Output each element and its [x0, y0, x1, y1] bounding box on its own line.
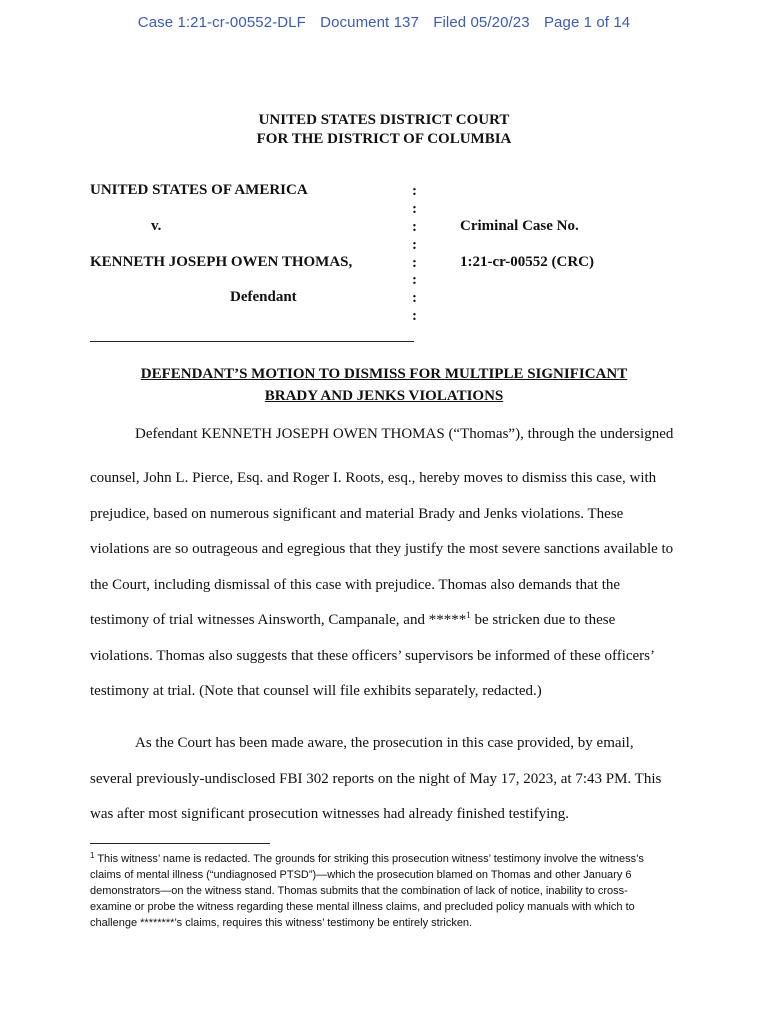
court-name: UNITED STATES DISTRICT COURT: [258, 112, 510, 128]
caption-colon: :: [412, 200, 417, 217]
ecf-header-stamp: [0, 14, 768, 31]
footnote-divider: [90, 843, 270, 844]
paragraph-line: was after most significant prosecution witnesses had already finished testifying.: [90, 806, 570, 822]
body-paragraph-2: [90, 733, 680, 840]
motion-title-line-2: BRADY AND JENKS VIOLATIONS: [264, 388, 504, 404]
plaintiff-name: UNITED STATES OF AMERICA: [90, 182, 308, 198]
paragraph-line: Defendant KENNETH JOSEPH OWEN THOMAS (“Thomas”), through the undersigned: [135, 426, 674, 442]
footnote-line: examine or probe the witness regarding these mental illness claims, and precluded policy manuals with which to: [90, 901, 635, 913]
case-number-value: 1:21-cr-00552 (CRC): [460, 254, 594, 270]
paragraph-line: violations. Thomas also suggests that these officers’ supervisors be informed of these officers’: [90, 647, 656, 664]
case-number-stamp: Case 1:21-cr-00552-DLF: [137, 14, 306, 31]
body-paragraph-1: [90, 424, 680, 717]
paragraph-line: counsel, John L. Pierce, Esq. and Roger I. Roots, esq., hereby moves to dismiss this case, with: [90, 470, 657, 486]
motion-title: [0, 363, 768, 407]
footnote-text: This witness’ name is redacted. The grounds for striking this prosecution witness’ testimony involve the witness’s: [97, 853, 644, 865]
caption-colon: :: [412, 218, 417, 235]
paragraph-line: the Court, including dismissal of this case with prejudice. Thomas also demands that the: [90, 576, 621, 593]
defendant-name: KENNETH JOSEPH OWEN THOMAS,: [90, 254, 353, 270]
footnote-line-1: [90, 851, 680, 867]
paragraph-line: prejudice, based on numerous significant and material Brady and Jenks violations. These: [90, 505, 624, 522]
caption-colon: :: [412, 290, 417, 307]
paragraph-text: be stricken due to these: [470, 612, 616, 628]
versus-label: v.: [151, 218, 162, 234]
caption-colon: :: [412, 254, 417, 271]
paragraph-line: violations are so outrageous and egregious that they justify the most severe sanctions available to: [90, 541, 674, 557]
caption-colon: :: [412, 236, 417, 253]
footnote-line: challenge ********’s claims, requires this witness’ testimony be entirely stricken.: [90, 917, 473, 929]
footnote-line: demonstrators—on the witness stand. Thomas submits that the combination of lack of notice, inability to cross-: [90, 885, 628, 897]
caption-colon: :: [412, 183, 417, 199]
defendant-role: Defendant: [230, 289, 297, 305]
document-number-stamp: Document 137: [320, 14, 419, 31]
paragraph-line: As the Court has been made aware, the prosecution in this case provided, by email,: [135, 735, 634, 751]
court-heading: [0, 111, 768, 149]
footnote-marker: 1: [90, 851, 95, 860]
case-number-label: Criminal Case No.: [460, 218, 579, 234]
caption-colon: :: [412, 308, 417, 325]
paragraph-line: several previously-undisclosed FBI 302 reports on the night of May 17, 2023, at 7:43 PM. This: [90, 770, 662, 787]
footnote-reference[interactable]: 1: [466, 610, 471, 620]
paragraph-line-with-footnote: [90, 610, 680, 646]
filed-date-stamp: Filed 05/20/23: [433, 14, 530, 31]
paragraph-text: testimony of trial witnesses Ainsworth, Campanale, and *****: [90, 612, 467, 628]
motion-title-line-1: DEFENDANT’S MOTION TO DISMISS FOR MULTIPLE SIGNIFICANT: [140, 366, 628, 382]
footnote: [90, 851, 680, 931]
caption-colon-column: [412, 183, 417, 326]
paragraph-line: testimony at trial. (Note that counsel will file exhibits separately, redacted.): [90, 683, 542, 699]
page-number-stamp: Page 1 of 14: [543, 14, 631, 31]
caption-divider: [90, 341, 414, 342]
footnote-line: claims of mental illness (“undiagnosed PTSD”)—which the prosecution blamed on Thomas and other January 6: [90, 869, 632, 881]
court-district: FOR THE DISTRICT OF COLUMBIA: [256, 131, 512, 147]
caption-colon: :: [412, 272, 417, 289]
